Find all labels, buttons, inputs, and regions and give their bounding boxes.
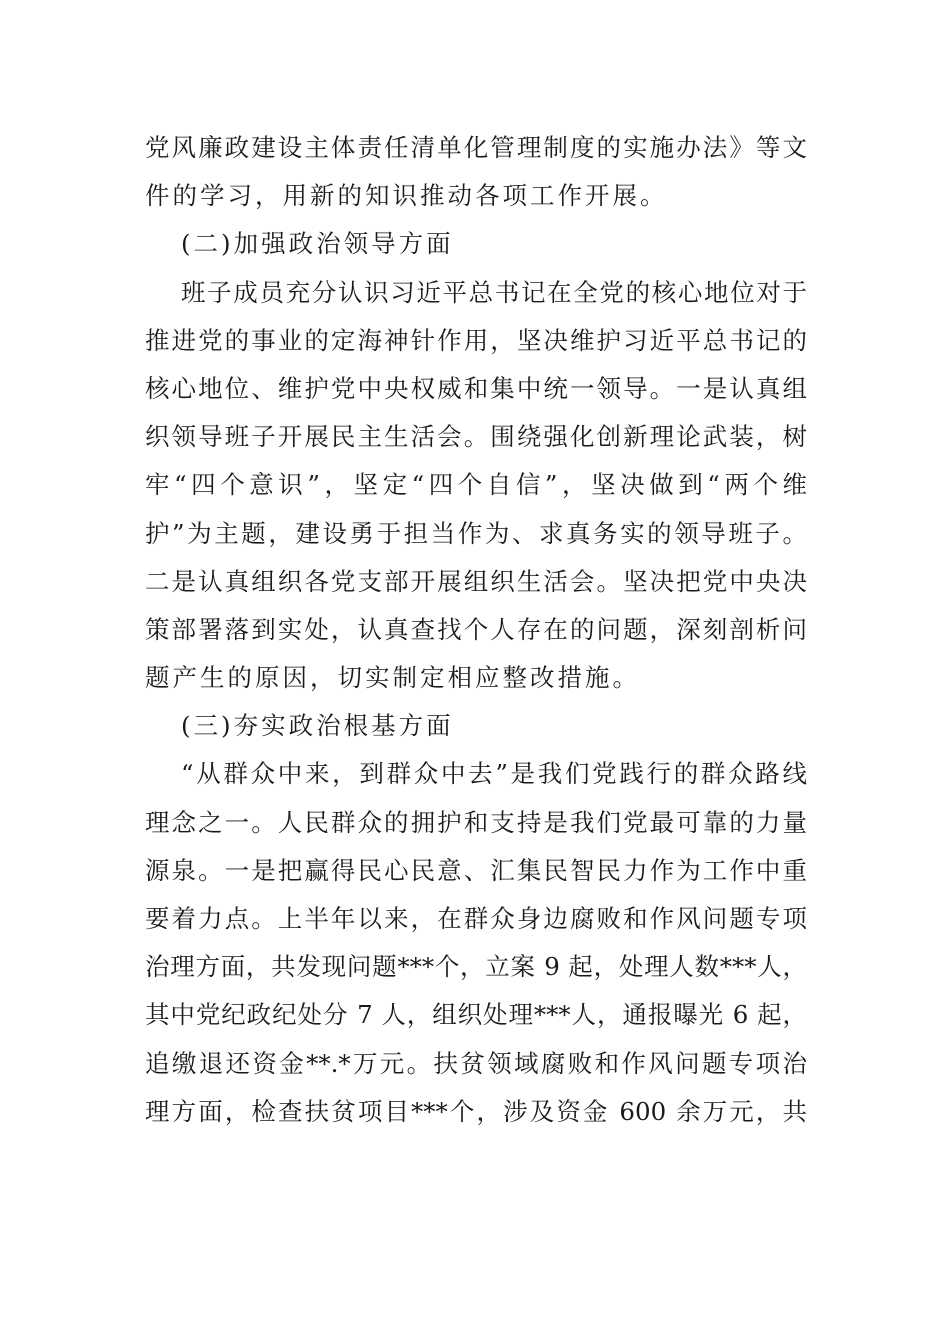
document-body [145, 124, 807, 1136]
text-line: 班子成员充分认识习近平总书记在全党的核心地位对于 [181, 277, 807, 307]
text-line: 策部署落到实处，认真查找个人存在的问题，深刻剖析问 [145, 614, 807, 644]
text-line: 推进党的事业的定海神针作用，坚决维护习近平总书记的 [145, 325, 807, 355]
text-line: 理念之一。人民群众的拥护和支持是我们党最可靠的力量 [145, 807, 807, 837]
text-line: 治理方面，共发现问题***个，立案 9 起，处理人数***人， [145, 952, 807, 982]
text-line: 件的学习，用新的知识推动各项工作开展。 [145, 181, 668, 211]
text-line: 要着力点。上半年以来，在群众身边腐败和作风问题专项 [145, 904, 807, 933]
text-line: 理方面，检查扶贫项目***个，涉及资金 600 余万元，共 [145, 1096, 807, 1126]
text-line: 追缴退还资金**.*万元。扶贫领域腐败和作风问题专项治 [145, 1048, 807, 1078]
section-heading: (二)加强政治领导方面 [181, 229, 454, 259]
text-line: 织领导班子开展民主生活会。围绕强化创新理论武装，树 [145, 422, 807, 452]
text-line: 其中党纪政纪处分 7 人，组织处理***人，通报曝光 6 起， [145, 1000, 807, 1030]
text-line: 牢“四个意识”，坚定“四个自信”，坚决做到“两个维 [145, 470, 807, 500]
text-line: 题产生的原因，切实制定相应整改措施。 [145, 663, 640, 693]
text-line: 党风廉政建设主体责任清单化管理制度的实施办法》等文 [145, 133, 807, 162]
section-heading: (三)夯实政治根基方面 [181, 711, 454, 741]
text-line: 护”为主题，建设勇于担当作为、求真务实的领导班子。 [145, 518, 807, 548]
text-line: 二是认真组织各党支部开展组织生活会。坚决把党中央决 [145, 566, 807, 596]
text-line: “从群众中来，到群众中去”是我们党践行的群众路线 [181, 759, 807, 789]
text-line: 核心地位、维护党中央权威和集中统一领导。一是认真组 [145, 373, 807, 403]
text-line: 源泉。一是把赢得民心民意、汇集民智民力作为工作中重 [145, 855, 807, 885]
